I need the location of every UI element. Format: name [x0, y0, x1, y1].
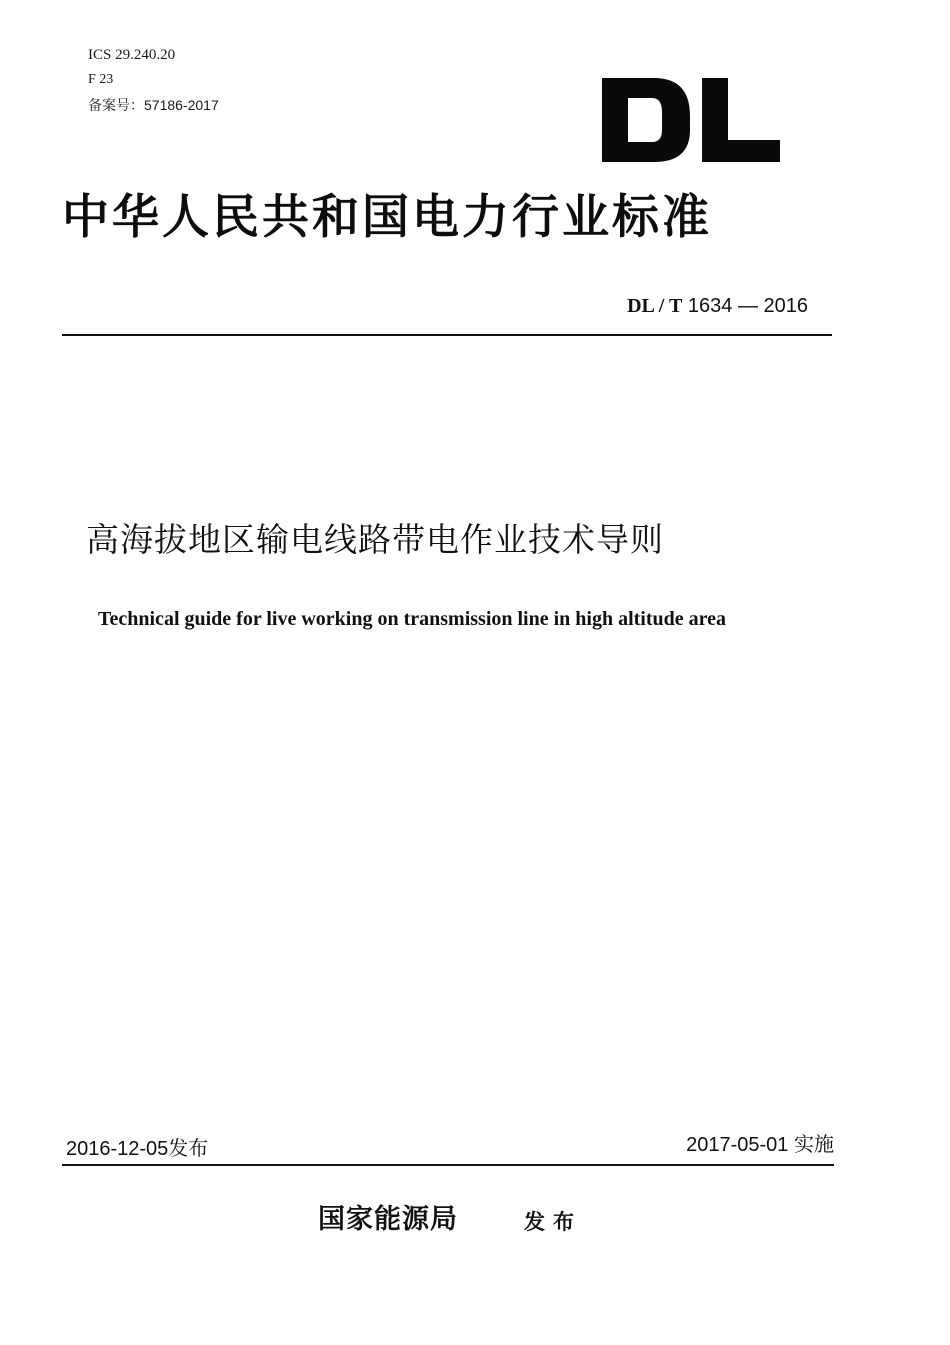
record-number: 备案号：57186-2017: [88, 97, 219, 113]
top-divider: [62, 334, 832, 336]
organization-title: 中华人民共和国电力行业标准: [62, 190, 712, 245]
issue-action: 发布: [524, 1209, 582, 1234]
standard-prefix: DL / T: [627, 295, 683, 317]
standard-code: 1634 — 2016: [687, 295, 808, 317]
issue-date: 2016-12-05发布: [66, 1138, 209, 1160]
document-title-english: Technical guide for live working on transmission line in high altitude area: [98, 608, 727, 630]
implementation-date: 2017-05-01 实施: [686, 1134, 834, 1156]
standard-number: [627, 294, 808, 318]
issuing-authority: 国家能源局: [318, 1204, 458, 1235]
dl-logo: [598, 60, 784, 170]
bottom-divider: [62, 1164, 834, 1166]
dl-logo-d-shape: [602, 78, 690, 162]
document-title-chinese: 高海拔地区输电线路带电作业技术导则: [86, 520, 664, 559]
classification-code: F 23: [88, 72, 114, 87]
ics-code: ICS 29.240.20: [88, 47, 176, 63]
dl-logo-l-shape: [702, 78, 780, 162]
